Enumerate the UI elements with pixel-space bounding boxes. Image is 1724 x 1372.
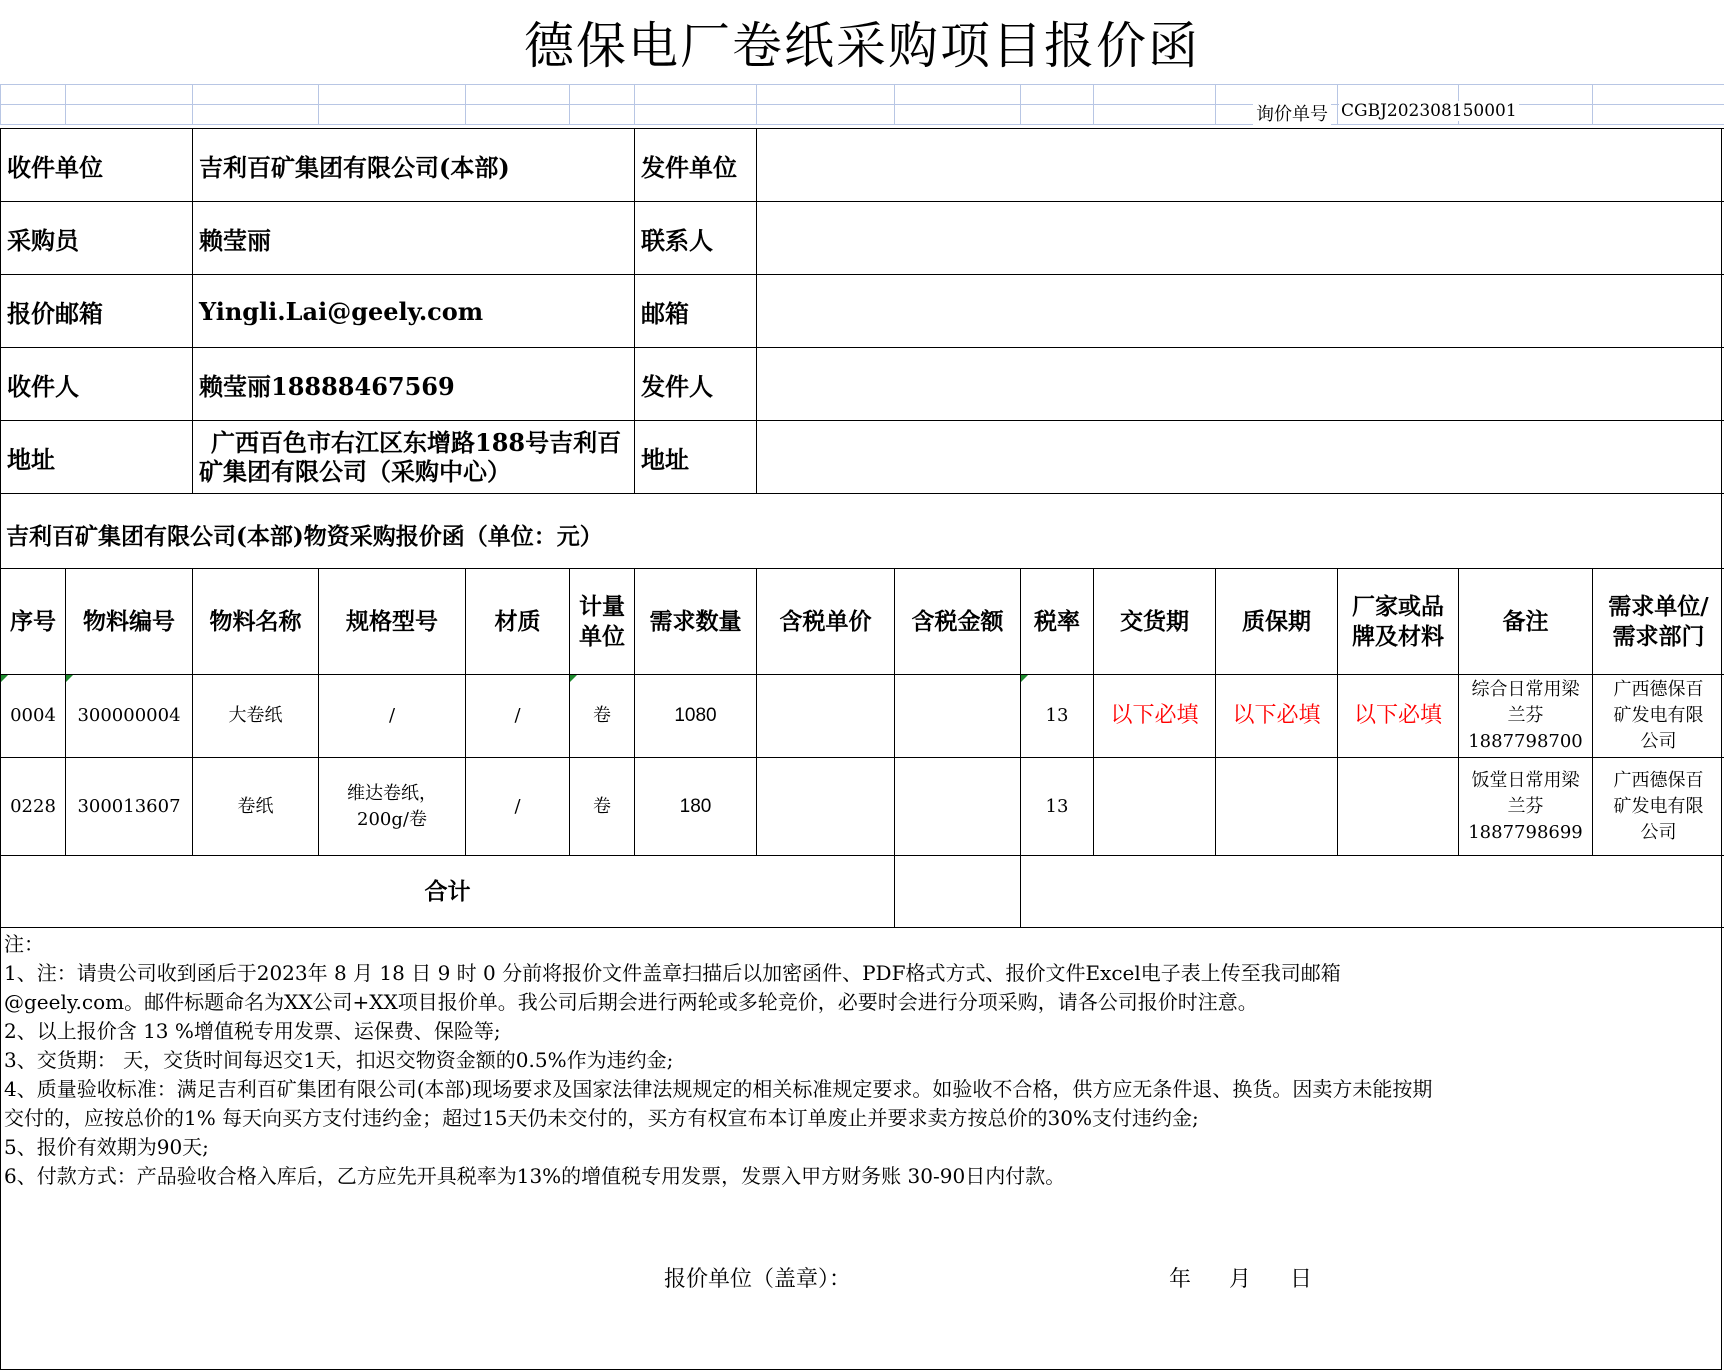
recipient-sender-form bbox=[0, 128, 1724, 494]
col-header-brand-line2: 牌及材料 bbox=[1352, 622, 1444, 650]
note-line: 5、报价有效期为90天; bbox=[4, 1135, 209, 1159]
remark-line-1: 综合日常用梁 bbox=[1471, 679, 1580, 700]
form-label-buyer: 采购员 bbox=[1, 202, 193, 275]
col-header-unit-line1: 计量 bbox=[579, 592, 625, 620]
col-header-dept-line2: 需求部门 bbox=[1612, 622, 1705, 650]
remark-line-3: 1887798700 bbox=[1468, 731, 1583, 752]
form-value-recipient-unit: 吉利百矿集团有限公司(本部) bbox=[193, 129, 635, 202]
cell-remark bbox=[1459, 675, 1593, 758]
dept-line-1: 广西德保百 bbox=[1613, 679, 1704, 700]
remark-line-1: 饭堂日常用梁 bbox=[1471, 769, 1580, 791]
section-title: 吉利百矿集团有限公司(本部)物资采购报价函（单位：元） bbox=[6, 523, 603, 550]
signature-year: 年 bbox=[1169, 1267, 1192, 1292]
cell-tax-rate: 13 bbox=[1021, 758, 1094, 856]
cell-code-text: 300000004 bbox=[77, 705, 181, 726]
comment-marker bbox=[66, 675, 73, 682]
form-label-quote-email: 报价邮箱 bbox=[1, 275, 193, 348]
total-amount[interactable] bbox=[895, 856, 1021, 928]
col-header-dept-line1: 需求单位/ bbox=[1608, 592, 1709, 620]
col-header-spec: 规格型号 bbox=[319, 569, 466, 675]
dept-line-2: 矿发电有限 bbox=[1613, 705, 1704, 726]
signature-day: 日 bbox=[1290, 1267, 1313, 1292]
cell-name: 卷纸 bbox=[193, 758, 319, 856]
form-value-address bbox=[193, 421, 635, 494]
form-value-email[interactable] bbox=[757, 275, 1724, 348]
cell-dept bbox=[1593, 675, 1724, 758]
cell-code bbox=[66, 675, 193, 758]
form-value-receiver: 赖莹丽18888467569 bbox=[193, 348, 635, 421]
cell-unit-text: 卷 bbox=[593, 705, 611, 726]
col-header-quantity: 需求数量 bbox=[635, 569, 757, 675]
cell-brand[interactable] bbox=[1338, 758, 1459, 856]
cell-warranty[interactable] bbox=[1216, 758, 1338, 856]
col-header-brand-line1: 厂家或品 bbox=[1352, 592, 1444, 620]
cell-tax-rate-text: 13 bbox=[1045, 705, 1069, 726]
dept-line-2: 矿发电有限 bbox=[1613, 795, 1704, 817]
cell-delivery[interactable] bbox=[1094, 758, 1216, 856]
address-line-2: 矿集团有限公司（采购中心） bbox=[199, 457, 511, 486]
note-line: 3、交货期： 天，交货时间每迟交1天，扣迟交物资金额的0.5%作为违约金; bbox=[4, 1048, 674, 1072]
inquiry-number-value: CGBJ202308150001 bbox=[1341, 101, 1517, 121]
note-line: @geely.com。邮件标题命名为XX公司+XX项目报价单。我公司后期会进行两轮或多轮竞价，必要时会进行分项采购，请各公司报价时注意。 bbox=[4, 990, 1258, 1014]
cell-code: 300013607 bbox=[66, 758, 193, 856]
cell-unit: 卷 bbox=[570, 758, 635, 856]
cell-delivery[interactable]: 以下必填 bbox=[1094, 675, 1216, 758]
col-header-unit-line2: 单位 bbox=[579, 622, 625, 650]
cell-seq-text: 0004 bbox=[10, 705, 56, 726]
form-value-sender[interactable] bbox=[757, 348, 1724, 421]
form-label-sender-address: 地址 bbox=[635, 421, 757, 494]
cell-brand[interactable]: 以下必填 bbox=[1338, 675, 1459, 758]
cell-seq bbox=[1, 675, 66, 758]
form-value-quote-email: Yingli.Lai@geely.com bbox=[193, 275, 635, 348]
items-table bbox=[0, 568, 1724, 928]
col-header-tax-rate: 税率 bbox=[1021, 569, 1094, 675]
col-header-warranty: 质保期 bbox=[1216, 569, 1338, 675]
col-header-seq: 序号 bbox=[1, 569, 66, 675]
note-line: 6、付款方式：产品验收合格入库后，乙方应先开具税率为13%的增值税专用发票，发票入甲方财务账 30-90日内付款。 bbox=[4, 1164, 1066, 1188]
cell-remark bbox=[1459, 758, 1593, 856]
col-header-delivery: 交货期 bbox=[1094, 569, 1216, 675]
comment-marker bbox=[570, 675, 577, 682]
total-label: 合计 bbox=[1, 856, 895, 928]
note-line: 4、质量验收标准：满足吉利百矿集团有限公司(本部)现场要求及国家法律法规规定的相关标准规定要求。如验收不合格，供方应无条件退、换货。因卖方未能按期 bbox=[4, 1077, 1433, 1101]
form-label-contact: 联系人 bbox=[635, 202, 757, 275]
cell-tax-rate bbox=[1021, 675, 1094, 758]
spec-line-1: 维达卷纸， bbox=[347, 782, 437, 804]
cell-quantity: 180 bbox=[635, 758, 757, 856]
signature-label: 报价单位（盖章）： bbox=[664, 1267, 852, 1292]
cell-seq: 0228 bbox=[1, 758, 66, 856]
form-label-email: 邮箱 bbox=[635, 275, 757, 348]
form-label-recipient-unit: 收件单位 bbox=[1, 129, 193, 202]
note-line: 交付的，应按总价的1% 每天向买方支付违约金；超过15天仍未交付的，买方有权宣布本订单废止并要求卖方按总价的30%支付违约金; bbox=[4, 1106, 1199, 1130]
dept-line-3: 公司 bbox=[1640, 821, 1677, 843]
col-header-unit bbox=[570, 569, 635, 675]
col-header-unit-price: 含税单价 bbox=[757, 569, 895, 675]
col-header-material-code: 物料编号 bbox=[66, 569, 193, 675]
total-row bbox=[1, 856, 1724, 928]
note-line: 注： bbox=[4, 932, 44, 956]
cell-spec: / bbox=[319, 675, 466, 758]
cell-quantity: 1080 bbox=[635, 675, 757, 758]
cell-dept bbox=[1593, 758, 1724, 856]
form-value-sender-unit[interactable] bbox=[757, 129, 1724, 202]
dept-line-1: 广西德保百 bbox=[1613, 769, 1704, 791]
cell-name: 大卷纸 bbox=[193, 675, 319, 758]
document-title: 德保电厂卷纸采购项目报价函 bbox=[524, 17, 1200, 75]
cell-warranty[interactable]: 以下必填 bbox=[1216, 675, 1338, 758]
cell-unit-price[interactable] bbox=[757, 758, 895, 856]
cell-spec bbox=[319, 758, 466, 856]
col-header-material: 材质 bbox=[466, 569, 570, 675]
remark-line-2: 兰芬 bbox=[1507, 705, 1544, 726]
form-label-sender: 发件人 bbox=[635, 348, 757, 421]
inquiry-number-label: 询价单号 bbox=[1253, 100, 1331, 126]
col-header-amount: 含税金额 bbox=[895, 569, 1021, 675]
table-row bbox=[1, 758, 1724, 856]
note-line: 2、以上报价含 13 %增值税专用发票、运保费、保险等; bbox=[4, 1019, 501, 1043]
form-label-address: 地址 bbox=[1, 421, 193, 494]
signature-month: 月 bbox=[1229, 1267, 1252, 1292]
cell-amount[interactable] bbox=[895, 675, 1021, 758]
form-value-contact[interactable] bbox=[757, 202, 1724, 275]
col-header-remark: 备注 bbox=[1459, 569, 1593, 675]
address-line-1: 广西百色市右江区东增路188号吉利百 bbox=[211, 428, 622, 457]
dept-line-3: 公司 bbox=[1640, 731, 1677, 752]
cell-unit bbox=[570, 675, 635, 758]
form-value-sender-address[interactable] bbox=[757, 421, 1724, 494]
remark-line-3: 1887798699 bbox=[1468, 821, 1583, 843]
col-header-brand bbox=[1338, 569, 1459, 675]
col-header-material-name: 物料名称 bbox=[193, 569, 319, 675]
form-value-buyer: 赖莹丽 bbox=[193, 202, 635, 275]
table-row bbox=[1, 675, 1724, 758]
items-header-row bbox=[1, 569, 1724, 675]
cell-material: / bbox=[466, 675, 570, 758]
comment-marker bbox=[1021, 675, 1028, 682]
col-header-dept bbox=[1593, 569, 1724, 675]
remark-line-2: 兰芬 bbox=[1507, 795, 1544, 817]
form-label-receiver: 收件人 bbox=[1, 348, 193, 421]
cell-material: / bbox=[466, 758, 570, 856]
spec-line-2: 200g/卷 bbox=[357, 808, 427, 830]
total-blank bbox=[1021, 856, 1724, 928]
cell-unit-price[interactable] bbox=[757, 675, 895, 758]
comment-marker bbox=[1, 675, 8, 682]
cell-amount[interactable] bbox=[895, 758, 1021, 856]
note-line: 1、注：请贵公司收到函后于2023年 8 月 18 日 9 时 0 分前将报价文件盖章扫描后以加密函件、PDF格式方式、报价文件Excel电子表上传至我司邮箱 bbox=[4, 961, 1341, 985]
notes-section bbox=[4, 930, 1720, 1191]
form-label-sender-unit: 发件单位 bbox=[635, 129, 757, 202]
